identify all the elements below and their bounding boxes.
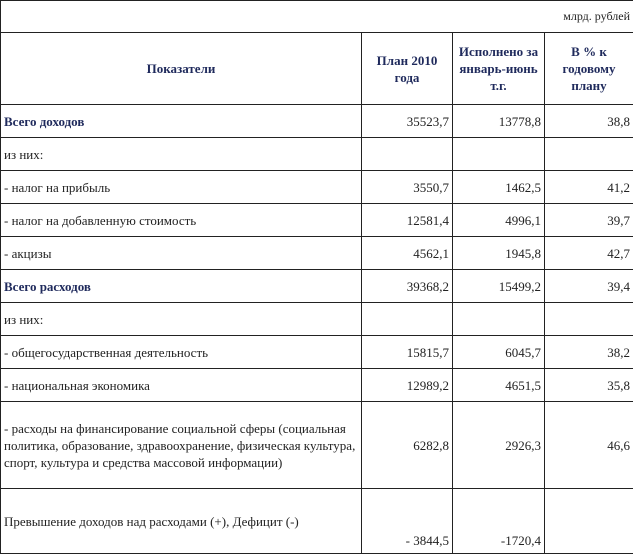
row-executed: 1945,8 (453, 237, 545, 270)
row-plan (362, 138, 453, 171)
row-executed: 2926,3 (453, 402, 545, 489)
row-plan: 15815,7 (362, 336, 453, 369)
row-executed: 4996,1 (453, 204, 545, 237)
row-executed: 4651,5 (453, 369, 545, 402)
row-percent (545, 489, 633, 554)
row-plan: - 3844,5 (362, 489, 453, 554)
table-row (1, 105, 633, 138)
row-percent: 46,6 (545, 402, 633, 489)
row-plan (362, 303, 453, 336)
row-percent: 38,2 (545, 336, 633, 369)
header-row (1, 33, 633, 105)
row-label: Всего доходов (1, 105, 362, 138)
row-percent: 41,2 (545, 171, 633, 204)
row-percent: 42,7 (545, 237, 633, 270)
table-row (1, 237, 633, 270)
row-label: Всего расходов (1, 270, 362, 303)
row-plan: 6282,8 (362, 402, 453, 489)
row-plan: 4562,1 (362, 237, 453, 270)
row-percent (545, 138, 633, 171)
row-percent: 39,7 (545, 204, 633, 237)
row-label: - общегосударственная деятельность (1, 336, 362, 369)
header-percent: В % к годовому плану (545, 33, 633, 105)
row-label: - расходы на финансирование социальной сферы (социальная политика, образование, здравоохранение, физическая культура, спорт, культура и средства массовой информации) (1, 402, 362, 489)
unit-label: млрд. рублей (1, 1, 633, 33)
row-executed: 15499,2 (453, 270, 545, 303)
row-percent: 35,8 (545, 369, 633, 402)
unit-row (1, 1, 633, 33)
row-executed: 13778,8 (453, 105, 545, 138)
table-row (1, 369, 633, 402)
table-row (1, 138, 633, 171)
table-row (1, 303, 633, 336)
table-row (1, 402, 633, 489)
row-label: Превышение доходов над расходами (+), Дефицит (-) (1, 489, 362, 554)
row-label: - национальная экономика (1, 369, 362, 402)
row-percent: 39,4 (545, 270, 633, 303)
table-row (1, 270, 633, 303)
row-percent (545, 303, 633, 336)
row-executed (453, 303, 545, 336)
row-percent: 38,8 (545, 105, 633, 138)
row-plan: 12581,4 (362, 204, 453, 237)
row-label: - акцизы (1, 237, 362, 270)
table-row (1, 336, 633, 369)
row-executed: -1720,4 (453, 489, 545, 554)
header-indicator: Показатели (1, 33, 362, 105)
header-executed: Исполнено за январь-июнь т.г. (453, 33, 545, 105)
table-row (1, 204, 633, 237)
row-label: - налог на добавленную стоимость (1, 204, 362, 237)
row-plan: 35523,7 (362, 105, 453, 138)
table-row (1, 171, 633, 204)
row-executed (453, 138, 545, 171)
table-row (1, 489, 633, 554)
row-label: - налог на прибыль (1, 171, 362, 204)
row-label: из них: (1, 303, 362, 336)
row-executed: 1462,5 (453, 171, 545, 204)
header-plan: План 2010 года (362, 33, 453, 105)
row-label: из них: (1, 138, 362, 171)
row-plan: 12989,2 (362, 369, 453, 402)
row-plan: 3550,7 (362, 171, 453, 204)
row-plan: 39368,2 (362, 270, 453, 303)
row-executed: 6045,7 (453, 336, 545, 369)
